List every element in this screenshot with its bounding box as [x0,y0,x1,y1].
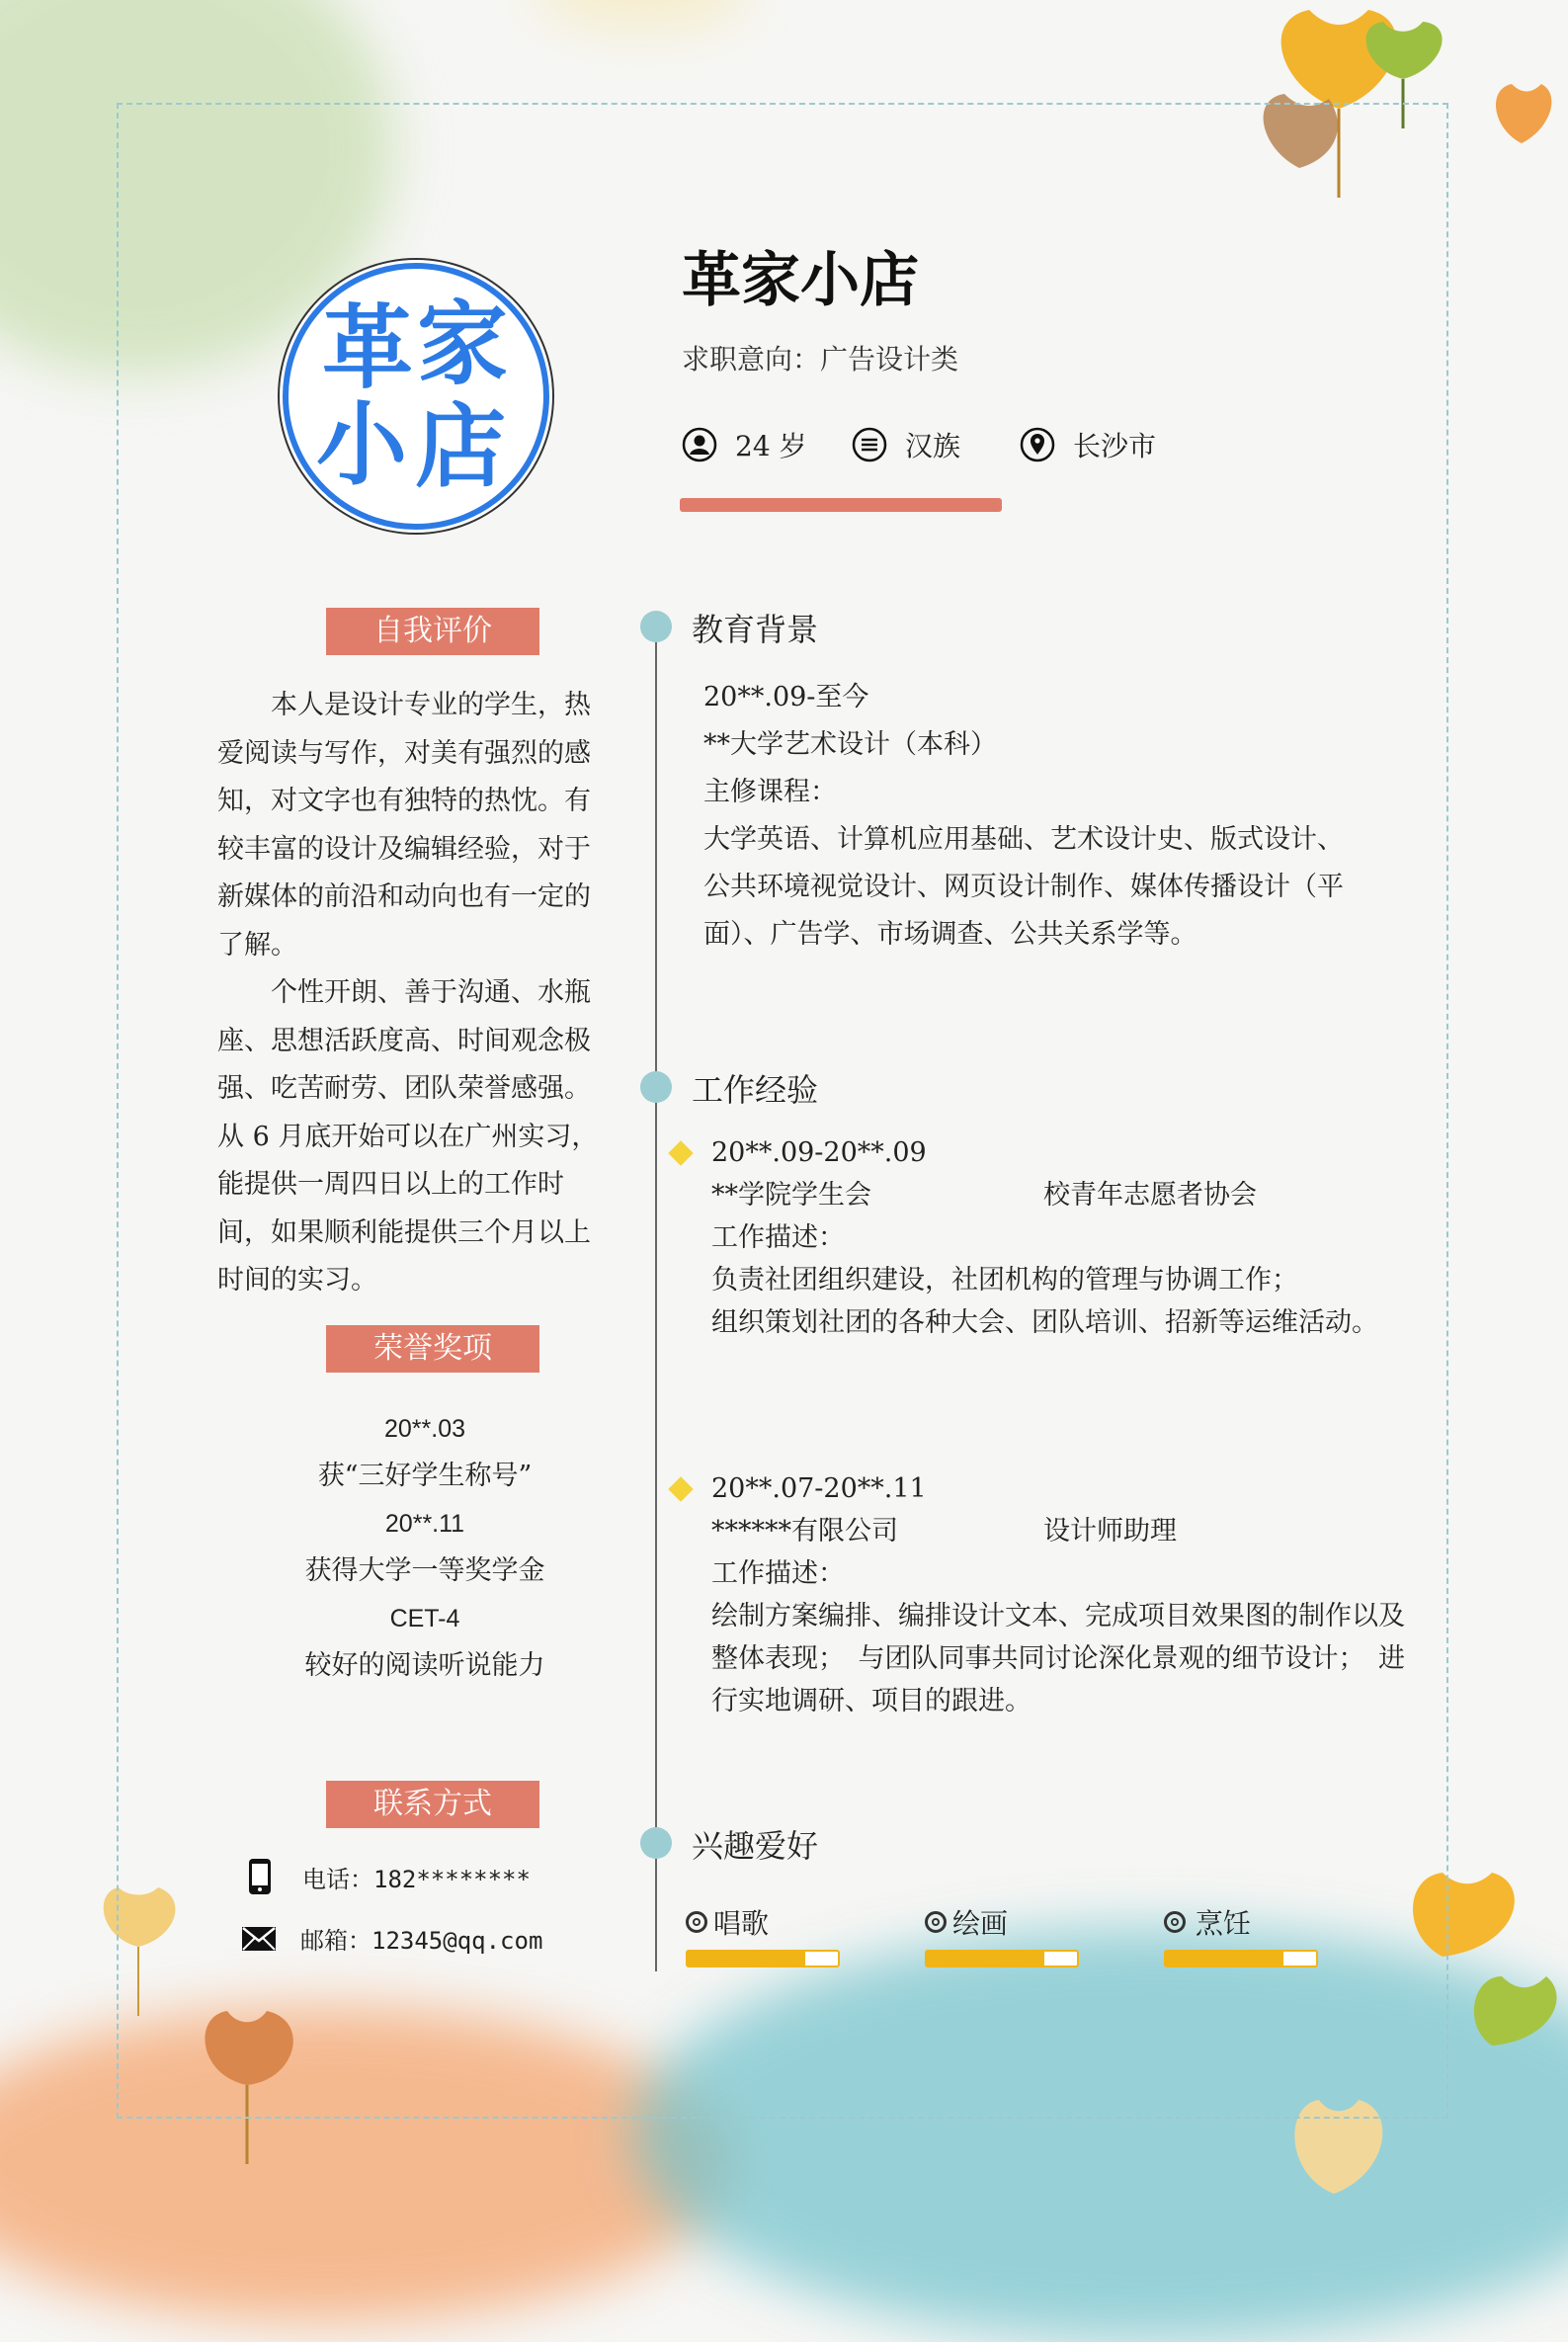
circle-bullet-icon [686,1911,707,1933]
timeline-dot [640,611,672,642]
hobby-level-fill [688,1952,805,1966]
header-accent-bar [680,498,1002,512]
ethnicity-value: 汉族 [905,430,961,462]
person-icon [682,427,717,462]
hobby-level-bar [1164,1950,1318,1967]
work-org-row [711,1174,1378,1216]
work-desc-line: 绘制方案编排、编排设计文本、完成项目效果图的制作以及 [711,1601,1405,1631]
hobby-level-fill [1166,1952,1283,1966]
logo-char-1: 革 [322,294,414,401]
city-item [1020,425,1156,464]
timeline-line [655,623,657,1971]
self-eval-line: 间，如果顺利能提供三个月以上 [217,1216,591,1248]
work-org: **学院学生会 [711,1180,871,1211]
yellow-watercolor [534,0,751,30]
work-role: 设计师助理 [1043,1516,1177,1547]
logo-char-3: 小 [316,391,408,498]
age-item [682,425,807,464]
work-org: ******有限公司 [711,1516,898,1547]
shop-logo [283,263,549,530]
self-eval-line: 个性开朗、善于沟通、水瓶 [217,977,591,1008]
work-desc-line: 组织策划社团的各种大会、团队培训、招新等运维活动。 [711,1307,1378,1338]
honor-text: 获得大学一等奖学金 [304,1555,545,1586]
location-pin-icon [1020,427,1055,462]
self-eval-line: 知，对文字也有独特的热忱。有 [217,786,591,816]
work-period: 20**.07-20**.11 [711,1473,927,1504]
email-text: 邮箱：12345@qq.com [300,1927,543,1955]
work-org-row [711,1510,1405,1552]
work-desc-line: 整体表现； 与团队同事共同讨论深化景观的细节设计； 进 [711,1643,1405,1674]
work-entry [711,1131,1378,1344]
honors-heading: 荣誉奖项 [326,1325,539,1373]
work-desc-line: 行实地调研、项目的跟进。 [711,1686,1032,1716]
honor-date: CET-4 [389,1605,460,1632]
hobby-name: 唱歌 [713,1907,770,1940]
work-entry [711,1467,1405,1722]
self-eval-line: 本人是设计专业的学生，热 [217,690,591,720]
timeline-dot [640,1827,672,1859]
age-value: 24 岁 [735,430,807,462]
work-desc-line: 负责社团组织建设，社团机构的管理与协调工作； [711,1265,1298,1296]
courses-label: 主修课程： [703,777,837,807]
ginkgo-leaf-icon [1482,69,1561,148]
self-eval-line: 了解。 [217,929,297,961]
self-eval-line: 从 6 月底开始可以在广州实习， [217,1121,599,1152]
hobbies-heading: 兴趣爱好 [692,1827,819,1865]
work-desc-label: 工作描述： [711,1222,845,1253]
work-period: 20**.09-20**.09 [711,1137,927,1168]
honor-date: 20**.03 [383,1415,466,1443]
self-eval-line: 强、吃苦耐劳、团队荣誉感强。 [217,1073,591,1104]
hobby-item [1164,1902,1318,1967]
courses-line: 面）、广告学、市场调查、公共关系学等。 [703,919,1197,950]
logo-char-2: 家 [417,291,509,397]
hobby-level-fill [927,1952,1044,1966]
education-heading: 教育背景 [692,611,819,648]
self-eval-line: 新媒体的前沿和动向也有一定的 [217,881,591,912]
phone-row [247,1858,531,1895]
hobby-level-bar [925,1950,1079,1967]
self-eval-line: 较丰富的设计及编辑经验，对于 [217,833,591,865]
contact-heading: 联系方式 [326,1781,539,1828]
mail-icon [241,1926,277,1952]
circle-bullet-icon [925,1911,947,1933]
logo-char-4: 店 [415,393,507,500]
ethnicity-item [852,425,960,464]
hobby-item [925,1902,1079,1967]
circle-bullet-icon [1164,1911,1186,1933]
education-school: **大学艺术设计（本科） [703,729,997,760]
self-eval-line: 时间的实习。 [217,1265,377,1296]
city-value: 长沙市 [1073,430,1157,462]
job-intent: 求职意向：广告设计类 [682,343,959,376]
self-eval-line: 座、思想活跃度高、时间观念极 [217,1025,591,1056]
self-eval-line: 爱阅读与写作，对美有强烈的感 [217,737,591,769]
hobby-item [686,1902,840,1967]
email-row [247,1921,542,1956]
applicant-name: 革家小店 [682,246,919,315]
hobby-name: 绘画 [952,1907,1009,1940]
honor-text: 较好的阅读听说能力 [304,1650,545,1681]
hobby-level-bar [686,1950,840,1967]
honors-list [217,1405,632,1690]
hobby-name: 烹饪 [1196,1907,1252,1940]
self-eval-line: 能提供一周四日以上的工作时 [217,1169,564,1200]
education-block [703,674,1344,959]
honor-date: 20**.11 [384,1510,465,1538]
work-heading: 工作经验 [692,1071,819,1109]
courses-line: 公共环境视觉设计、网页设计制作、媒体传播设计（平 [703,872,1344,902]
work-role: 校青年志愿者协会 [1043,1180,1257,1211]
self-eval-text [217,682,618,1305]
education-period: 20**.09-至今 [703,682,869,712]
courses-line: 大学英语、计算机应用基础、艺术设计史、版式设计、 [703,824,1344,855]
work-desc-label: 工作描述： [711,1558,845,1589]
list-icon [852,427,887,462]
honor-text: 获“三好学生称号” [317,1461,533,1491]
phone-text: 电话：182******** [302,1865,531,1893]
phone-icon [247,1858,273,1895]
timeline-dot [640,1071,672,1103]
self-eval-heading: 自我评价 [326,608,539,655]
